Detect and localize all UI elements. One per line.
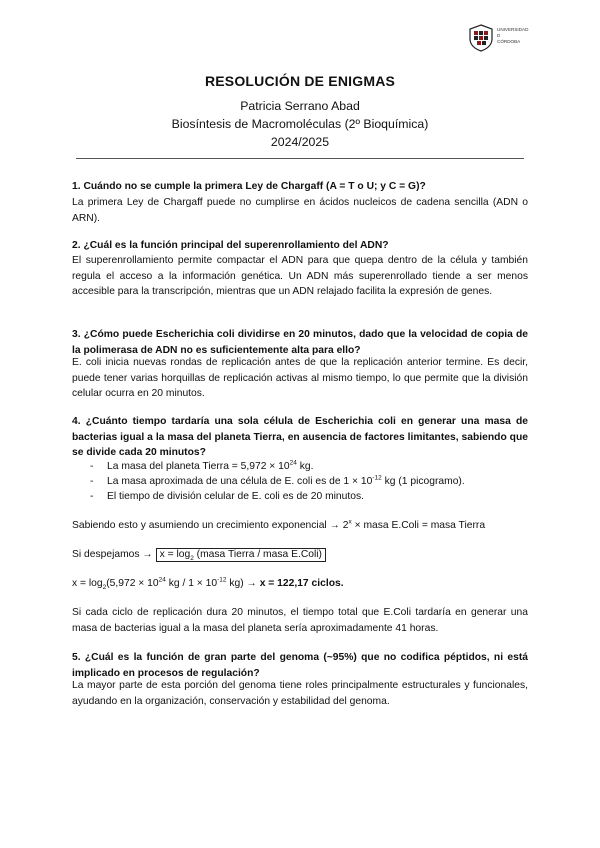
answer-1: La primera Ley de Chargaff puede no cumplirse en ácidos nucleicos de cadena sencilla (ADN o ARN). (72, 197, 528, 224)
university-logo (468, 24, 530, 52)
logo-text-line2: D (497, 33, 501, 38)
course-name: Biosíntesis de Macromoléculas (2º Bioquímica) (171, 117, 429, 131)
bullet-dash: - (90, 476, 94, 487)
earth-mass-text: La masa del planeta Tierra = $5,972 \times 10^{24}$ kg. (107, 459, 314, 472)
header-divider (76, 158, 524, 159)
answer-3: E. coli inicia nuevas rondas de replicación antes de que la replicación anterior termine. Es decir, puede tener varias horquillas de replicación activas al mismo tiempo, lo que permite que la división celular ocurra en 20 minutos. (72, 357, 528, 400)
question-2: 2. ¿Cuál es la función principal del superenrollamiento del ADN? (72, 240, 389, 251)
answer-2: El superenrollamiento permite compactar el ADN para que quepa dentro de la célula y también regula el acceso a la información genética. Un ADN más superenrollado tiende a ser menos accesible para la transcripción, mientras que un ADN relajado facilita la expresión de genes. (72, 255, 528, 298)
growth-equation: Sabiendo esto y asumiendo un crecimiento exponencial → $2^x$ × masa E.Coli = masa Tierra (72, 518, 486, 531)
document-title: RESOLUCIÓN DE ENIGMAS (204, 73, 396, 89)
bullet-dash: - (90, 461, 94, 472)
academic-year: 2024/2025 (270, 135, 330, 149)
calculation-result: x = 122,17 ciclos. (259, 578, 344, 589)
calculation-line: $x = \log_2(5,972 \times 10^{24}$ kg / $1 \times 10^{-12}$ kg) → x = 122,17 ciclos. (72, 576, 344, 592)
author-name: Patricia Serrano Abad (240, 99, 360, 113)
solve-equation: Si despejamos → $x = \log_2$ (masa Tierra / masa E.Coli) (72, 547, 528, 563)
division-time-text: El tiempo de división celular de E. coli es de 20 minutos. (107, 491, 364, 502)
question-3: 3. ¿Cómo puede Escherichia coli dividirse en 20 minutos, dado que la velocidad de copia de la polimerasa de ADN no es suficientemente alta para ello? (72, 329, 528, 356)
answer-5: La mayor parte de esta porción del genoma tiene roles principalmente estructurales y funcionales, ayudando en la organización, conservación y estabilidad del genoma. (72, 680, 528, 707)
boxed-formula: $x = \log_2$ (masa Tierra / masa E.Coli) (156, 548, 326, 562)
university-crest-icon (468, 24, 494, 52)
question-4: 4. ¿Cuánto tiempo tardaría una sola célula de Escherichia coli en generar una masa de bacterias igual a la masa del planeta Tierra, en ausencia de factores limitantes, sabiendo que se divide cada 20 minutos? (72, 416, 528, 459)
conclusion-4: Si cada ciclo de replicación dura 20 minutos, el tiempo total que E.Coli tardaría en generar una masa de bacterias igual a la masa del planeta sería aproximadamente 41 horas. (72, 607, 528, 634)
ecoli-mass-text: La masa aproximada de una célula de E. coli es de $1 \times 10^{-12}$ kg (1 picogramo). (107, 474, 465, 487)
logo-text-line1: UNIVERSIDAD (497, 27, 529, 32)
bullet-dash: - (90, 491, 94, 502)
logo-text-line3: CÓRDOBA (497, 39, 521, 44)
question-5: 5. ¿Cuál es la función de gran parte del genoma (~95%) que no codifica péptidos, ni está implicado en procesos de regulación? (72, 652, 528, 679)
question-1: 1. Cuándo no se cumple la primera Ley de Chargaff (A = T o U; y C = G)? (72, 181, 426, 192)
